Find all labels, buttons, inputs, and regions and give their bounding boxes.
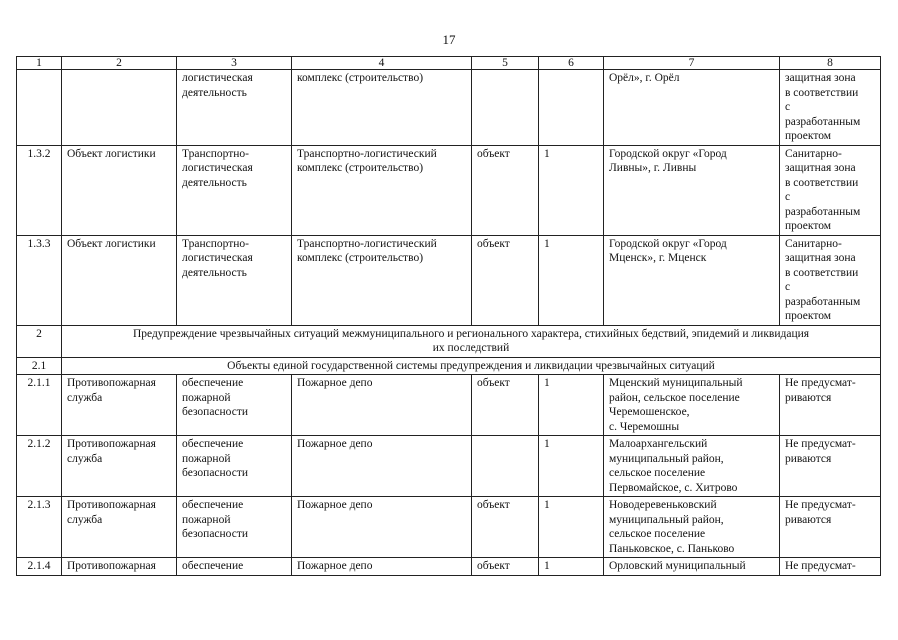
table-cell: Противопожарная — [62, 558, 177, 576]
table-cell: Пожарное депо — [292, 436, 472, 497]
table-row — [17, 375, 881, 436]
table-cell: Транспортно- логистическая деятельность — [177, 145, 292, 235]
table-cell: 1.3.3 — [17, 235, 62, 325]
table-cell: 1 — [539, 145, 604, 235]
table-body — [17, 57, 881, 576]
table-cell: 2.1.4 — [17, 558, 62, 576]
table-cell: обеспечение пожарной безопасности — [177, 375, 292, 436]
table-cell: Противопожарная служба — [62, 436, 177, 497]
table-cell: обеспечение пожарной безопасности — [177, 497, 292, 558]
table-cell: Транспортно- логистическая деятельность — [177, 235, 292, 325]
table-cell: объект — [472, 375, 539, 436]
table-row — [17, 235, 881, 325]
table-cell: 1 — [539, 375, 604, 436]
table-cell: объект — [472, 558, 539, 576]
header-cell: 3 — [177, 57, 292, 70]
table-cell: Объект логистики — [62, 235, 177, 325]
table-cell: Пожарное депо — [292, 497, 472, 558]
table-cell: Не предусмат- риваются — [780, 375, 881, 436]
table-cell: защитная зона в соответствии с разработанным проектом — [780, 70, 881, 146]
table-cell: 2.1.3 — [17, 497, 62, 558]
table-cell: Санитарно- защитная зона в соответствии с разработанным проектом — [780, 235, 881, 325]
table-cell: 1 — [539, 497, 604, 558]
table-cell: Малоархангельский муниципальный район, сельское поселение Первомайское, с. Хитрово — [604, 436, 780, 497]
section-row — [17, 357, 881, 375]
header-cell: 6 — [539, 57, 604, 70]
section-title: Объекты единой государственной системы предупреждения и ликвидации чрезвычайных ситуаций — [62, 357, 881, 375]
table-row — [17, 436, 881, 497]
table-cell: Городской округ «Город Мценск», г. Мценск — [604, 235, 780, 325]
data-table — [16, 56, 881, 576]
table-cell: Транспортно-логистический комплекс (строительство) — [292, 235, 472, 325]
table-cell: 2.1.2 — [17, 436, 62, 497]
header-cell: 5 — [472, 57, 539, 70]
table-cell: Противопожарная служба — [62, 497, 177, 558]
table-cell: Орёл», г. Орёл — [604, 70, 780, 146]
table-row — [17, 70, 881, 146]
table-cell: объект — [472, 235, 539, 325]
table-cell: обеспечение — [177, 558, 292, 576]
table-cell: Транспортно-логистический комплекс (строительство) — [292, 145, 472, 235]
table-cell: 1.3.2 — [17, 145, 62, 235]
section-title: Предупреждение чрезвычайных ситуаций межмуниципального и регионального характера, стихийных бедствий, эпидемий и ликвидация их последствий — [62, 325, 881, 357]
table-cell — [539, 70, 604, 146]
section-number: 2 — [17, 325, 62, 357]
table-row — [17, 558, 881, 576]
table-cell: Мценский муниципальный район, сельское поселение Черемошенское, с. Черемошны — [604, 375, 780, 436]
table-cell: 1 — [539, 235, 604, 325]
table-row — [17, 497, 881, 558]
header-cell: 8 — [780, 57, 881, 70]
table-cell: 2.1.1 — [17, 375, 62, 436]
header-cell: 1 — [17, 57, 62, 70]
table-cell: объект — [472, 497, 539, 558]
table-cell — [62, 70, 177, 146]
table-cell: Не предусмат- риваются — [780, 497, 881, 558]
header-cell: 4 — [292, 57, 472, 70]
header-cell: 2 — [62, 57, 177, 70]
table-cell — [472, 436, 539, 497]
header-cell: 7 — [604, 57, 780, 70]
header-row — [17, 57, 881, 70]
table-cell: Противопожарная служба — [62, 375, 177, 436]
table-cell: Пожарное депо — [292, 375, 472, 436]
page-number: 17 — [442, 32, 456, 47]
table-cell: 1 — [539, 436, 604, 497]
table-row — [17, 145, 881, 235]
table-cell — [472, 70, 539, 146]
table-cell: комплекс (строительство) — [292, 70, 472, 146]
table-cell: Новодеревеньковский муниципальный район, сельское поселение Паньковское, с. Паньково — [604, 497, 780, 558]
table-cell: Пожарное депо — [292, 558, 472, 576]
table-cell: Объект логистики — [62, 145, 177, 235]
table-cell: 1 — [539, 558, 604, 576]
table-cell: Не предусмат- — [780, 558, 881, 576]
table-cell: Санитарно- защитная зона в соответствии с разработанным проектом — [780, 145, 881, 235]
section-number: 2.1 — [17, 357, 62, 375]
table-cell: объект — [472, 145, 539, 235]
table-cell: Городской округ «Город Ливны», г. Ливны — [604, 145, 780, 235]
section-row — [17, 325, 881, 357]
table-cell: Орловский муниципальный — [604, 558, 780, 576]
table-cell: обеспечение пожарной безопасности — [177, 436, 292, 497]
table-cell: Не предусмат- риваются — [780, 436, 881, 497]
table-cell — [17, 70, 62, 146]
table-cell: логистическая деятельность — [177, 70, 292, 146]
